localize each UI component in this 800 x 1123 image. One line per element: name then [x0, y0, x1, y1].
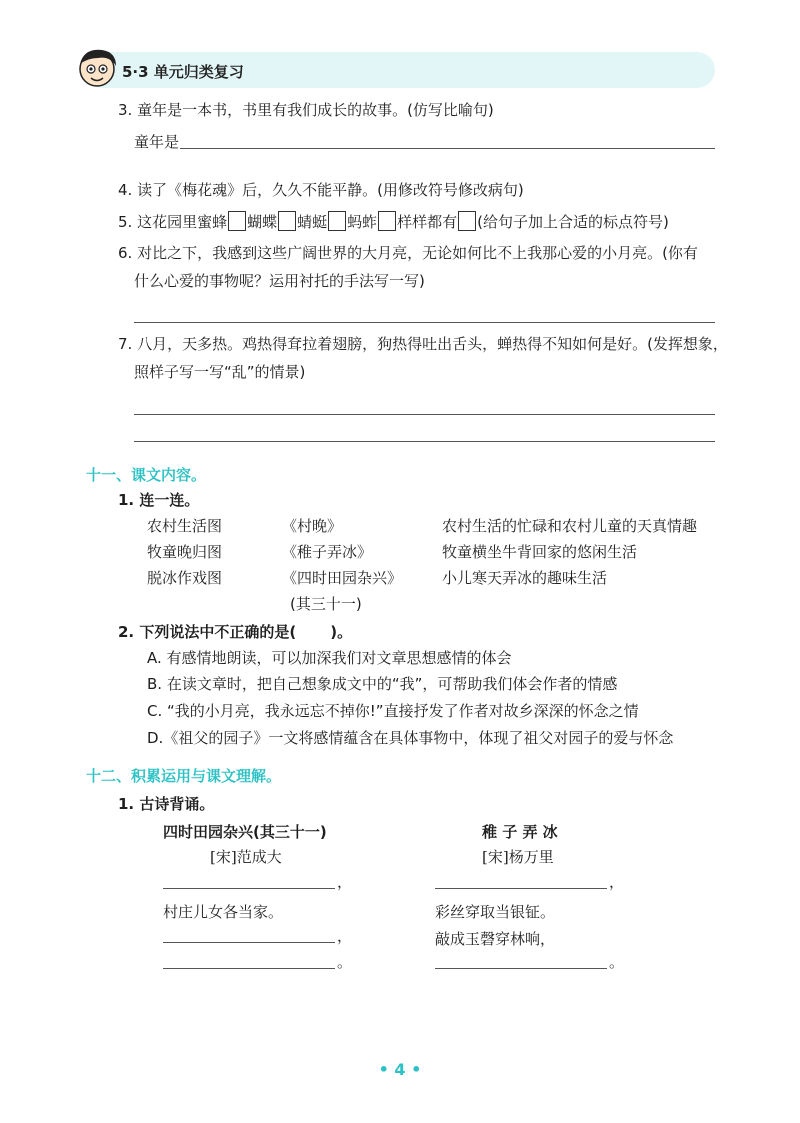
poem-2-title: 稚 子 弄 冰 [482, 823, 558, 841]
match-mid-3-sub: (其三十一) [290, 595, 362, 613]
option-c[interactable]: C. “我的小月亮，我永远忘不掉你!”直接抒发了作者对故乡深深的怀念之情 [147, 702, 639, 720]
poem-2-blank-1[interactable] [435, 888, 607, 889]
sub-2-end: )。 [330, 623, 353, 641]
q5-part-6: (给句子加上合适的标点符号) [477, 213, 669, 231]
question-3-lead: 童年是 [134, 133, 180, 151]
poem-1-author: [宋]范成大 [210, 848, 282, 866]
question-7-line-2: 照样子写一写“乱”的情景) [134, 363, 306, 381]
poem-1-blank-1[interactable] [163, 888, 335, 889]
q5-part-3: 蜻蜓 [297, 213, 328, 231]
match-mid-2[interactable]: 《稚子弄冰》 [282, 543, 373, 561]
match-right-2[interactable]: 牧童横坐牛背回家的悠闲生活 [442, 543, 638, 561]
option-d[interactable]: D.《祖父的园子》一文将感情蕴含在具体事物中，体现了祖父对园子的爱与怀念 [147, 729, 674, 747]
question-7-line-1: 7. 八月，天多热。鸡热得耷拉着翅膀，狗热得吐出舌头，蝉热得不知如何是好。(发挥想象， [118, 335, 728, 353]
poem-1-blank-2[interactable] [163, 942, 335, 943]
poem-2-blank-2[interactable] [435, 968, 607, 969]
section-11-sub-2 [118, 622, 352, 642]
option-b[interactable]: B. 在读文章时，把自己想象成文中的“我”，可帮助我们体会作者的情感 [147, 675, 618, 693]
punct-box-1[interactable] [228, 211, 246, 231]
section-12-sub-1: 1. 古诗背诵。 [118, 795, 215, 813]
option-a[interactable]: A. 有感情地朗读，可以加深我们对文章思想感情的体会 [147, 649, 512, 667]
question-4: 4. 读了《梅花魂》后，久久不能平静。(用修改符号修改病句) [118, 181, 524, 199]
poem-1-period: 。 [337, 953, 353, 971]
page-number: • 4 • [378, 1060, 422, 1079]
answer-line-q6[interactable] [134, 322, 715, 323]
question-6-line-1: 6. 对比之下，我感到这些广阔世界的大月亮，无论如何比不上我那心爱的小月亮。(你有 [118, 244, 698, 262]
poem-1-line-2: 村庄儿女各当家。 [163, 903, 284, 921]
poem-2-author: [宋]杨万里 [482, 848, 554, 866]
punct-box-5[interactable] [458, 211, 476, 231]
punct-box-3[interactable] [328, 211, 346, 231]
q5-part-5: 样样都有 [397, 213, 458, 231]
match-mid-3[interactable]: 《四时田园杂兴》 [282, 569, 403, 587]
poem-1-comma-2: ， [337, 927, 353, 945]
question-3: 3. 童年是一本书，书里有我们成长的故事。(仿写比喻句) [118, 101, 494, 119]
section-11-sub-1: 1. 连一连。 [118, 491, 200, 509]
punct-box-4[interactable] [378, 211, 396, 231]
poem-1-comma-1: ， [337, 873, 353, 891]
poem-2-comma-1: ， [609, 873, 625, 891]
answer-line-q3[interactable] [180, 148, 715, 149]
answer-line-q7-1[interactable] [134, 414, 715, 415]
sub-2-text: 2. 下列说法中不正确的是( [118, 623, 297, 641]
poem-2-line-2: 彩丝穿取当银钲。 [435, 903, 556, 921]
punct-box-2[interactable] [278, 211, 296, 231]
match-right-1[interactable]: 农村生活的忙碌和农村儿童的天真情趣 [442, 517, 698, 535]
q5-part-2: 蝴蝶 [247, 213, 278, 231]
match-left-2[interactable]: 牧童晚归图 [147, 543, 223, 561]
question-5 [118, 211, 669, 232]
match-left-3[interactable]: 脱冰作戏图 [147, 569, 223, 587]
page-header-title: 5·3 单元归类复习 [122, 63, 244, 81]
poem-1-blank-3[interactable] [163, 968, 335, 969]
section-11-title: 十一、课文内容。 [86, 466, 207, 484]
answer-line-q7-2[interactable] [134, 441, 715, 442]
q5-part-4: 蚂蚱 [347, 213, 378, 231]
match-right-3[interactable]: 小儿寒天弄冰的趣味生活 [442, 569, 608, 587]
section-12-title: 十二、积累运用与课文理解。 [86, 767, 282, 785]
poem-2-line-3: 敲成玉磬穿林响， [435, 930, 556, 948]
match-left-1[interactable]: 农村生活图 [147, 517, 223, 535]
poem-2-period: 。 [609, 953, 625, 971]
poem-1-title: 四时田园杂兴(其三十一) [163, 823, 327, 841]
q5-part-1: 5. 这花园里蜜蜂 [118, 213, 228, 231]
boy-mascot-icon [72, 42, 122, 92]
match-mid-1[interactable]: 《村晚》 [282, 517, 343, 535]
question-6-line-2: 什么心爱的事物呢？运用衬托的手法写一写) [134, 272, 425, 290]
